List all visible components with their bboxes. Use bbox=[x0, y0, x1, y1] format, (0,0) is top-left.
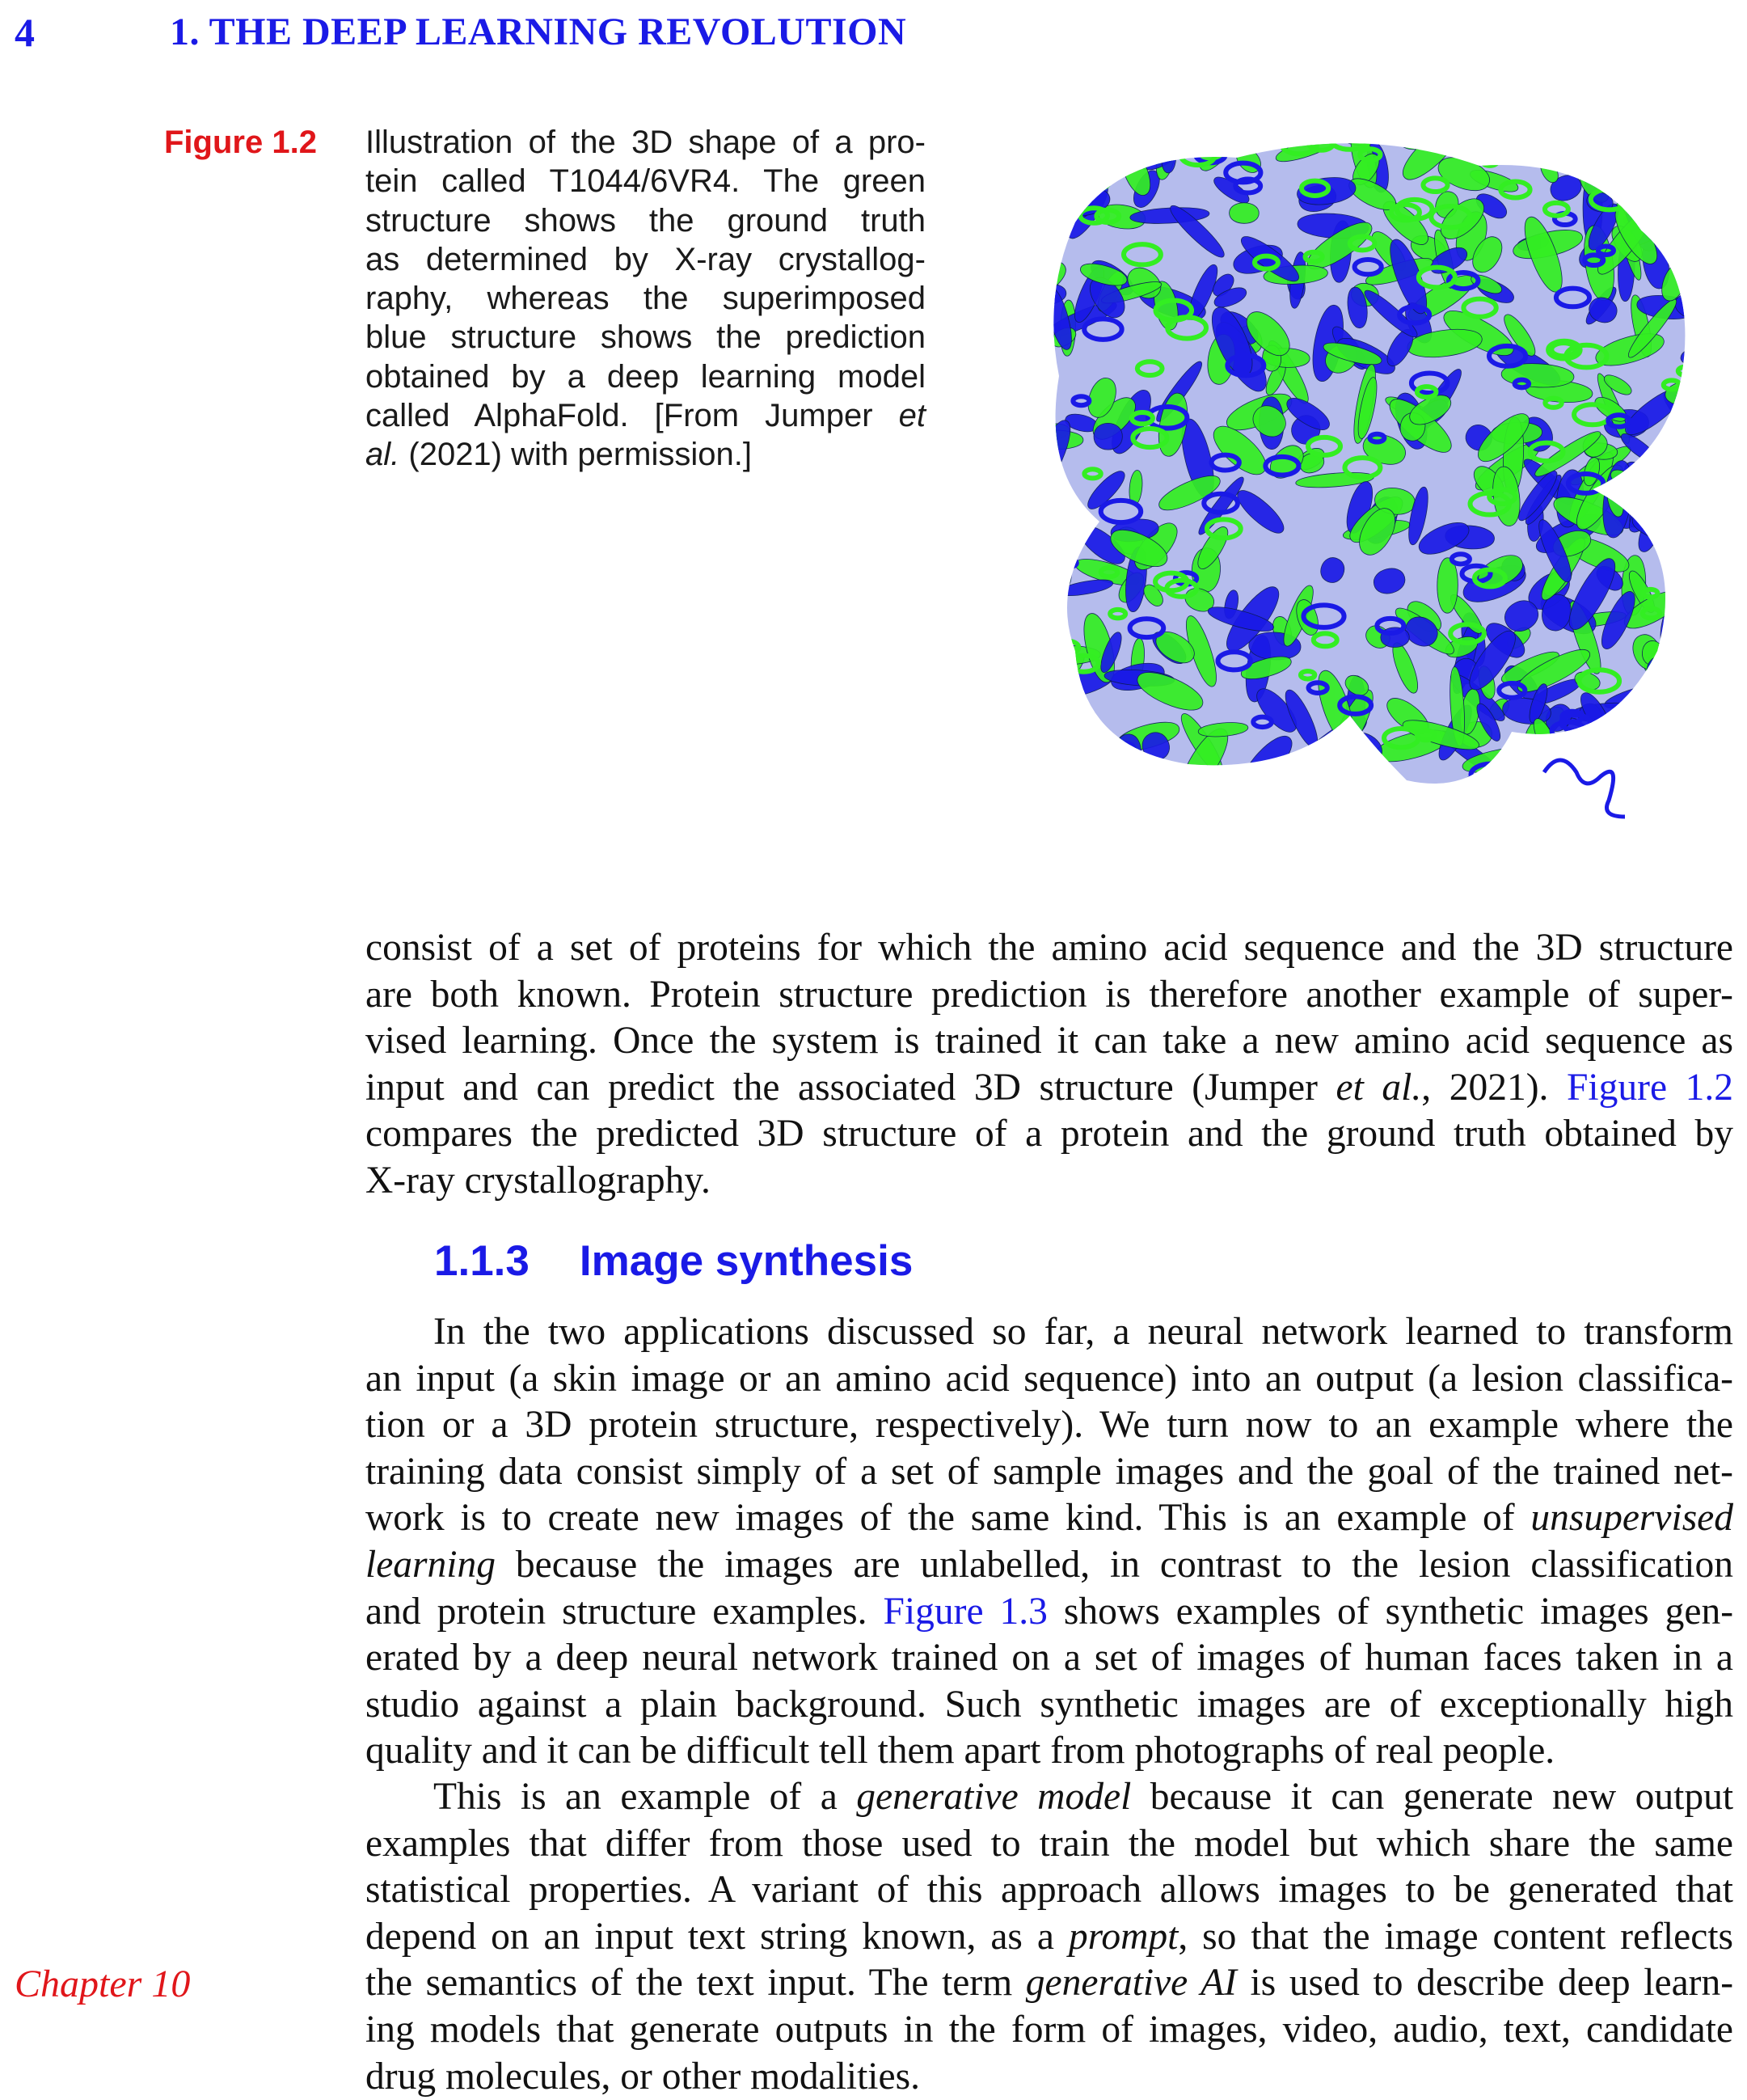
helix-ribbon bbox=[1114, 734, 1141, 777]
helix-coil bbox=[1073, 170, 1110, 190]
helix-ribbon bbox=[1684, 133, 1718, 184]
helix-coil bbox=[1215, 780, 1236, 792]
helix-coil bbox=[1693, 804, 1715, 817]
helix-ribbon bbox=[1027, 514, 1089, 538]
helix-ribbon bbox=[1679, 391, 1730, 420]
helix-coil bbox=[1678, 366, 1694, 375]
helix-ribbon bbox=[1403, 793, 1459, 822]
helix-coil bbox=[1536, 812, 1577, 835]
text-run: work is to create new images of the same kind. This is an example of bbox=[365, 1497, 1515, 1540]
helix-ribbon bbox=[1094, 423, 1122, 450]
figure-1-2-link[interactable]: Figure 1.2 bbox=[1567, 1066, 1734, 1109]
caption-italic-al: al. bbox=[365, 437, 400, 473]
helix-ribbon bbox=[1648, 712, 1688, 771]
helix-ribbon bbox=[1610, 470, 1639, 490]
emphasis-unsupervised: unsupervised bbox=[1530, 1497, 1734, 1540]
helix-coil bbox=[1492, 133, 1529, 146]
text-run: depend on an input text string known, as a bbox=[365, 1915, 1054, 1958]
caption-text: called AlphaFold. [From Jumper bbox=[365, 398, 873, 434]
helix-coil bbox=[1688, 271, 1717, 287]
helix-ribbon bbox=[1497, 806, 1564, 845]
helix-ribbon bbox=[1029, 197, 1051, 251]
helix-ribbon bbox=[1268, 754, 1308, 803]
helix-ribbon bbox=[1503, 801, 1544, 845]
citation-italic: et al. bbox=[1336, 1066, 1422, 1109]
helix-ribbon bbox=[1642, 640, 1662, 665]
helix-ribbon bbox=[1027, 302, 1049, 319]
helix-ribbon bbox=[1619, 165, 1639, 192]
caption-text: (2021) with permission.] bbox=[408, 437, 752, 473]
helix-ribbon bbox=[1028, 520, 1046, 544]
text-line: studio against a plain background. Such synthetic images are of exceptionally high bbox=[365, 1683, 1733, 1726]
caption-line: raphy, whereas the superimposed bbox=[365, 281, 926, 317]
figure-label: Figure 1.2 bbox=[164, 125, 317, 160]
text-line: vised learning. Once the system is trained it can take a new amino acid sequence as bbox=[365, 1020, 1733, 1063]
helix-ribbon bbox=[1698, 720, 1730, 748]
helix-ribbon bbox=[1094, 774, 1115, 801]
caption-line bbox=[365, 396, 926, 435]
text-run: shows examples of synthetic images gen- bbox=[1063, 1590, 1734, 1633]
text-line: ing models that generate outputs in the form of images, video, audio, text, candidate bbox=[365, 2008, 1733, 2051]
helix-coil bbox=[1218, 794, 1239, 806]
helix-ribbon bbox=[1631, 133, 1666, 181]
helix-ribbon bbox=[1054, 737, 1084, 808]
page-number: 4 bbox=[15, 10, 35, 55]
text-line bbox=[365, 1589, 1733, 1636]
helix-ribbon bbox=[1032, 542, 1062, 573]
helix-coil bbox=[1260, 788, 1296, 809]
emphasis-generative-model: generative model bbox=[856, 1776, 1132, 1818]
helix-ribbon bbox=[1027, 150, 1063, 176]
helix-ribbon bbox=[1052, 720, 1070, 784]
caption-line: blue structure shows the prediction bbox=[365, 319, 926, 356]
text-line: X-ray crystallography. bbox=[365, 1159, 711, 1202]
helix-ribbon bbox=[1352, 799, 1414, 820]
helix-ribbon bbox=[1703, 184, 1728, 243]
helix-ribbon bbox=[1705, 267, 1728, 289]
helix-coil bbox=[1103, 150, 1127, 163]
helix-ribbon bbox=[1169, 786, 1221, 845]
text-run: and protein structure examples. bbox=[365, 1590, 867, 1633]
paragraph-2 bbox=[365, 1309, 1733, 1775]
emphasis-generative-ai: generative AI bbox=[1025, 1962, 1237, 2005]
helix-ribbon bbox=[1675, 502, 1722, 544]
helix-coil bbox=[1699, 291, 1727, 306]
helix-ribbon bbox=[1693, 450, 1730, 475]
text-run: is used to describe deep learn- bbox=[1250, 1962, 1734, 2005]
text-line: an input (a skin image or an amino acid sequence) into an output (a lesion classifica- bbox=[365, 1357, 1733, 1400]
text-line bbox=[365, 1542, 1733, 1589]
helix-ribbon bbox=[1146, 786, 1169, 845]
text-line: are both known. Protein structure prediction is therefore another example of super- bbox=[365, 973, 1733, 1016]
helix-ribbon bbox=[1116, 756, 1141, 801]
tail-layer bbox=[1544, 760, 1625, 817]
helix-coil bbox=[1598, 745, 1619, 757]
helix-ribbon bbox=[1441, 788, 1496, 833]
text-line bbox=[365, 1774, 1733, 1821]
helix-ribbon bbox=[1656, 720, 1727, 752]
helix-ribbon bbox=[1027, 468, 1040, 499]
helix-ribbon bbox=[1660, 683, 1690, 716]
caption-line: tein called T1044/6VR4. The green bbox=[365, 163, 926, 200]
helix-ribbon bbox=[1608, 735, 1688, 758]
helix-ribbon bbox=[1711, 167, 1730, 207]
helix-coil bbox=[1030, 168, 1061, 186]
helix-ribbon bbox=[1077, 775, 1112, 829]
text-run: , 2021). bbox=[1421, 1066, 1549, 1109]
caption-line: Illustration of the 3D shape of a pro- bbox=[365, 125, 926, 160]
helix-ribbon bbox=[1027, 773, 1044, 804]
helix-ribbon bbox=[1677, 623, 1709, 640]
text-run: because it can generate new output bbox=[1150, 1776, 1734, 1818]
text-line: drug molecules, or other modalities. bbox=[365, 2055, 920, 2098]
figure-caption bbox=[365, 123, 926, 475]
helix-coil bbox=[1680, 161, 1714, 180]
paragraph-3 bbox=[365, 1774, 1733, 2100]
helix-ribbon bbox=[1680, 175, 1715, 195]
helix-ribbon bbox=[1677, 610, 1696, 641]
helix-coil bbox=[1027, 728, 1041, 741]
helix-ribbon bbox=[1462, 775, 1487, 804]
helix-ribbon bbox=[1681, 340, 1730, 365]
helix-ribbon bbox=[1673, 518, 1699, 559]
text-line: consist of a set of proteins for which the amino acid sequence and the 3D structure bbox=[365, 927, 1733, 969]
helix-coil bbox=[1093, 159, 1112, 170]
helix-ribbon bbox=[1709, 355, 1725, 388]
caption-italic-et: et bbox=[898, 398, 926, 434]
text-line: examples that differ from those used to train the model but which share the same bbox=[365, 1822, 1733, 1865]
helix-ribbon bbox=[1109, 777, 1159, 806]
helix-ribbon bbox=[1568, 803, 1640, 827]
helix-ribbon bbox=[1033, 555, 1066, 581]
helix-coil bbox=[1669, 821, 1703, 839]
helix-ribbon bbox=[1400, 133, 1448, 150]
helix-ribbon bbox=[1501, 771, 1565, 801]
paragraph-1 bbox=[365, 925, 1733, 1205]
emphasis-learning: learning bbox=[365, 1543, 496, 1586]
helix-ribbon bbox=[1584, 809, 1606, 845]
helix-coil bbox=[1031, 153, 1058, 168]
helix-coil bbox=[1046, 691, 1076, 707]
helix-ribbon bbox=[1276, 765, 1310, 798]
helix-coil bbox=[1640, 499, 1662, 511]
helix-coil bbox=[1436, 821, 1476, 843]
helix-coil bbox=[1296, 763, 1323, 779]
helix-ribbon bbox=[1501, 783, 1525, 799]
helix-coil bbox=[1032, 532, 1059, 547]
section-title: Image synthesis bbox=[579, 1237, 914, 1285]
helix-ribbon bbox=[1436, 793, 1470, 819]
helix-ribbon bbox=[1027, 505, 1064, 556]
helix-ribbon bbox=[1712, 146, 1730, 175]
caption-line: as determined by X-ray crystallog- bbox=[365, 241, 926, 277]
helix-ribbon bbox=[1721, 503, 1730, 535]
helix-coil bbox=[1471, 764, 1510, 786]
helix-coil bbox=[1116, 836, 1137, 845]
helix-ribbon bbox=[1677, 632, 1704, 684]
helix-coil bbox=[1246, 802, 1268, 814]
helix-coil bbox=[1660, 835, 1674, 843]
text-line bbox=[365, 1960, 1733, 2007]
helix-coil bbox=[1482, 158, 1497, 166]
helix-ribbon bbox=[1222, 825, 1249, 845]
helix-coil bbox=[1667, 804, 1708, 826]
helix-coil bbox=[1577, 826, 1593, 835]
helix-ribbon bbox=[1644, 773, 1669, 800]
text-run: input and can predict the associated 3D structure (Jumper bbox=[365, 1066, 1318, 1109]
helix-ribbon bbox=[1054, 520, 1071, 586]
text-line: training data consist simply of a set of sample images and the goal of the trained net- bbox=[365, 1450, 1733, 1493]
caption-line: obtained by a deep learning model bbox=[365, 358, 926, 395]
helix-ribbon bbox=[1698, 773, 1730, 806]
helix-ribbon bbox=[1649, 151, 1682, 193]
helix-ribbon bbox=[1649, 141, 1678, 202]
helix-coil bbox=[1697, 466, 1712, 475]
helix-ribbon bbox=[1682, 736, 1711, 763]
helix-coil bbox=[1116, 743, 1134, 754]
helix-ribbon bbox=[1027, 718, 1064, 738]
running-chapter-title: 1. THE DEEP LEARNING REVOLUTION bbox=[170, 11, 907, 53]
helix-coil bbox=[1539, 150, 1556, 159]
helix-coil bbox=[1341, 750, 1362, 761]
helix-ribbon bbox=[1681, 149, 1711, 174]
helix-ribbon bbox=[1452, 803, 1495, 835]
section-number: 1.1.3 bbox=[434, 1237, 530, 1285]
margin-note-chapter-ref[interactable]: Chapter 10 bbox=[15, 1963, 191, 2005]
caption-line: structure shows the ground truth bbox=[365, 202, 926, 239]
helix-coil bbox=[1027, 784, 1059, 807]
helix-coil bbox=[1238, 808, 1265, 823]
helix-ribbon bbox=[1424, 809, 1492, 832]
text-line: statistical properties. A variant of this approach allows images to be generated that bbox=[365, 1869, 1733, 1912]
text-line bbox=[365, 1065, 1733, 1112]
helix-ribbon bbox=[1613, 754, 1684, 781]
helix-ribbon bbox=[1671, 163, 1706, 188]
helix-ribbon bbox=[1321, 558, 1344, 583]
text-run: This is an example of a bbox=[433, 1776, 838, 1818]
helix-ribbon bbox=[1712, 195, 1730, 226]
helix-ribbon bbox=[1275, 771, 1344, 788]
helix-coil bbox=[1689, 181, 1724, 201]
helix-ribbon bbox=[1027, 263, 1051, 317]
helix-coil bbox=[1441, 133, 1483, 154]
helix-ribbon bbox=[1625, 462, 1680, 514]
helix-coil bbox=[1196, 796, 1237, 818]
helix-ribbon bbox=[1054, 133, 1093, 171]
text-line bbox=[365, 1495, 1733, 1542]
helix-coil bbox=[1701, 250, 1726, 264]
caption-line bbox=[365, 435, 926, 474]
text-run: , so that the image content reflects bbox=[1178, 1915, 1734, 1958]
helix-coil bbox=[1040, 527, 1071, 545]
protein-structure-illustration bbox=[1027, 133, 1730, 845]
helix-ribbon bbox=[1142, 733, 1170, 761]
helix-coil bbox=[1063, 560, 1077, 567]
helix-ribbon bbox=[1437, 558, 1458, 613]
helix-ribbon bbox=[1027, 430, 1083, 450]
text-run: because the images are unlabelled, in contrast to the lesion classification bbox=[515, 1543, 1733, 1586]
helix-ribbon bbox=[1230, 203, 1260, 224]
text-line: In the two applications discussed so far, a neural network learned to transform bbox=[433, 1311, 1733, 1353]
text-line: compares the predicted 3D structure of a protein and the ground truth obtained by bbox=[365, 1113, 1733, 1156]
text-line: quality and it can be difficult tell them apart from photographs of real people. bbox=[365, 1730, 1555, 1773]
helix-ribbon bbox=[1059, 765, 1108, 821]
helix-ribbon bbox=[1505, 733, 1534, 763]
helix-coil bbox=[1671, 761, 1708, 781]
helix-coil bbox=[1708, 661, 1730, 681]
helix-ribbon bbox=[1061, 703, 1089, 762]
helix-ribbon bbox=[1626, 695, 1645, 730]
helix-ribbon bbox=[1688, 423, 1723, 471]
helix-ribbon bbox=[1697, 626, 1730, 653]
loop-tail bbox=[1544, 760, 1625, 817]
text-line: tion or a 3D protein structure, respectively). We turn now to an example where the bbox=[365, 1404, 1733, 1447]
helix-ribbon bbox=[1296, 825, 1336, 845]
helix-ribbon bbox=[1286, 798, 1327, 833]
figure-1-3-link[interactable]: Figure 1.3 bbox=[883, 1590, 1048, 1633]
helix-ribbon bbox=[1039, 222, 1066, 238]
helix-coil bbox=[1657, 133, 1692, 143]
emphasis-prompt: prompt bbox=[1068, 1915, 1179, 1958]
text-line bbox=[365, 1914, 1733, 1961]
helix-ribbon bbox=[1698, 262, 1730, 292]
helix-coil bbox=[1330, 133, 1370, 150]
helix-ribbon bbox=[1162, 140, 1176, 173]
helix-ribbon bbox=[1044, 758, 1066, 790]
text-line: erated by a deep neural network trained on a set of images of human faces taken in a bbox=[365, 1637, 1733, 1680]
helix-ribbon bbox=[1276, 754, 1303, 785]
helix-ribbon bbox=[1671, 133, 1690, 149]
helix-ribbon bbox=[1649, 484, 1673, 548]
helix-coil bbox=[1683, 409, 1709, 424]
helix-ribbon bbox=[1066, 149, 1139, 169]
section-heading bbox=[434, 1236, 913, 1287]
helix-ribbon bbox=[1623, 771, 1654, 811]
helix-ribbon bbox=[1658, 171, 1682, 237]
helix-ribbon bbox=[1173, 133, 1192, 158]
text-run: the semantics of the text input. The term bbox=[365, 1962, 1013, 2005]
helix-layer bbox=[1027, 133, 1730, 845]
helix-ribbon bbox=[1715, 262, 1730, 292]
